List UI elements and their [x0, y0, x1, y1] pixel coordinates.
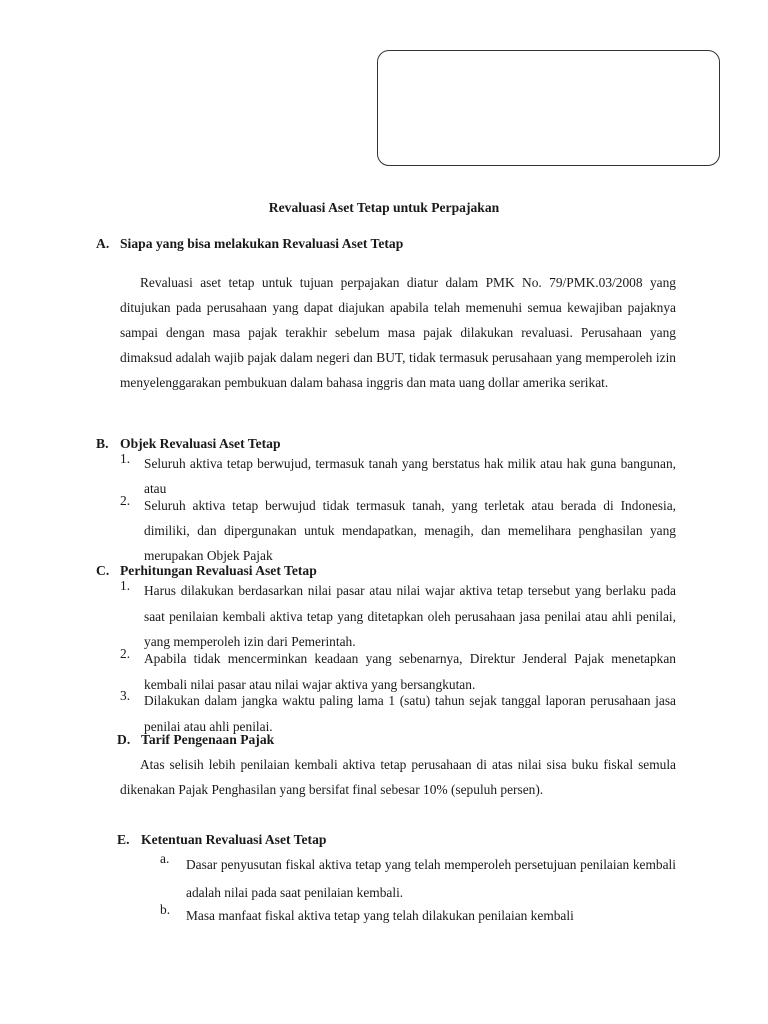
section-d-letter: D. [117, 732, 131, 747]
section-b-heading [96, 436, 281, 452]
section-d-paragraph [120, 752, 676, 802]
blank-text-box [377, 50, 720, 166]
item-number: 3. [120, 688, 131, 703]
item-number: 1. [120, 451, 131, 466]
section-b-letter: B. [96, 436, 109, 451]
item-text: Dasar penyusutan fiskal aktiva tetap yang telah memperoleh persetujuan penilaian kembali adalah nilai pada saat penilaian kembali. [186, 857, 676, 900]
section-d-text: Atas selisih lebih penilaian kembali aktiva tetap perusahaan di atas nilai sisa buku fiskal semula dikenakan Pajak Penghasilan yang bersifat final sebesar 10% (sepuluh persen). [120, 757, 676, 797]
section-a-title: Siapa yang bisa melakukan Revaluasi Aset Tetap [120, 236, 404, 251]
section-c-title: Perhitungan Revaluasi Aset Tetap [120, 563, 317, 578]
section-c-item-1 [120, 578, 676, 655]
section-a-heading [96, 236, 403, 252]
section-e-item-a [160, 851, 676, 907]
item-text: Apabila tidak mencerminkan keadaan yang sebenarnya, Direktur Jenderal Pajak menetapkan kembali nilai pasar atau nilai wajar aktiva yang bersangkutan. [144, 651, 676, 692]
item-text: Masa manfaat fiskal aktiva tetap yang telah dilakukan penilaian kembali [186, 908, 574, 923]
item-text: Seluruh aktiva tetap berwujud, termasuk tanah yang berstatus hak milik atau hak guna bangunan, atau [144, 456, 676, 496]
document-title: Revaluasi Aset Tetap untuk Perpajakan [268, 200, 500, 215]
section-d-title: Tarif Pengenaan Pajak [141, 732, 275, 747]
section-d-heading [117, 732, 274, 748]
section-e-item-b [160, 902, 676, 930]
section-c-heading [96, 563, 317, 579]
section-a-letter: A. [96, 236, 110, 251]
item-number: 2. [120, 493, 131, 508]
item-letter: a. [160, 851, 170, 866]
section-e-letter: E. [117, 832, 130, 847]
section-b-item-2 [120, 493, 676, 568]
section-c-letter: C. [96, 563, 110, 578]
item-number: 1. [120, 578, 131, 593]
item-text: Seluruh aktiva tetap berwujud tidak termasuk tanah, yang terletak atau berada di Indonesia, dimiliki, dan dipergunakan untuk mendapatkan, menagih, dan memelihara penghasilan yang merupakan Objek Pajak [144, 498, 676, 563]
section-a-text: Revaluasi aset tetap untuk tujuan perpajakan diatur dalam PMK No. 79/PMK.03/2008 yang ditujukan pada perusahaan yang dapat diajukan apabila telah memenuhi semua kewajiban pajaknya sampai dengan masa pajak terakhir sebelum masa pajak dilakukan revaluasi. Perusahaan yang dimaksud adalah wajib pajak dalam negeri dan BUT, tidak termasuk perusahaan yang memperoleh izin menyelenggarakan pembukuan dalam bahasa inggris dan mata uang dollar amerika serikat. [120, 275, 676, 390]
item-text: Harus dilakukan berdasarkan nilai pasar atau nilai wajar aktiva tetap tersebut yang berlaku pada saat penilaian kembali aktiva tetap yang ditetapkan oleh perusahaan jasa penilai atau ahli penilai, yang memperoleh izin dari Pemerintah. [144, 583, 676, 649]
section-e-heading [117, 832, 326, 848]
item-number: 2. [120, 646, 131, 661]
section-e-title: Ketentuan Revaluasi Aset Tetap [141, 832, 327, 847]
section-a-paragraph [120, 270, 676, 395]
item-letter: b. [160, 902, 171, 917]
item-text: Dilakukan dalam jangka waktu paling lama 1 (satu) tahun sejak tanggal laporan perusahaan jasa penilai atau ahli penilai. [144, 693, 676, 734]
section-b-title: Objek Revaluasi Aset Tetap [120, 436, 281, 451]
